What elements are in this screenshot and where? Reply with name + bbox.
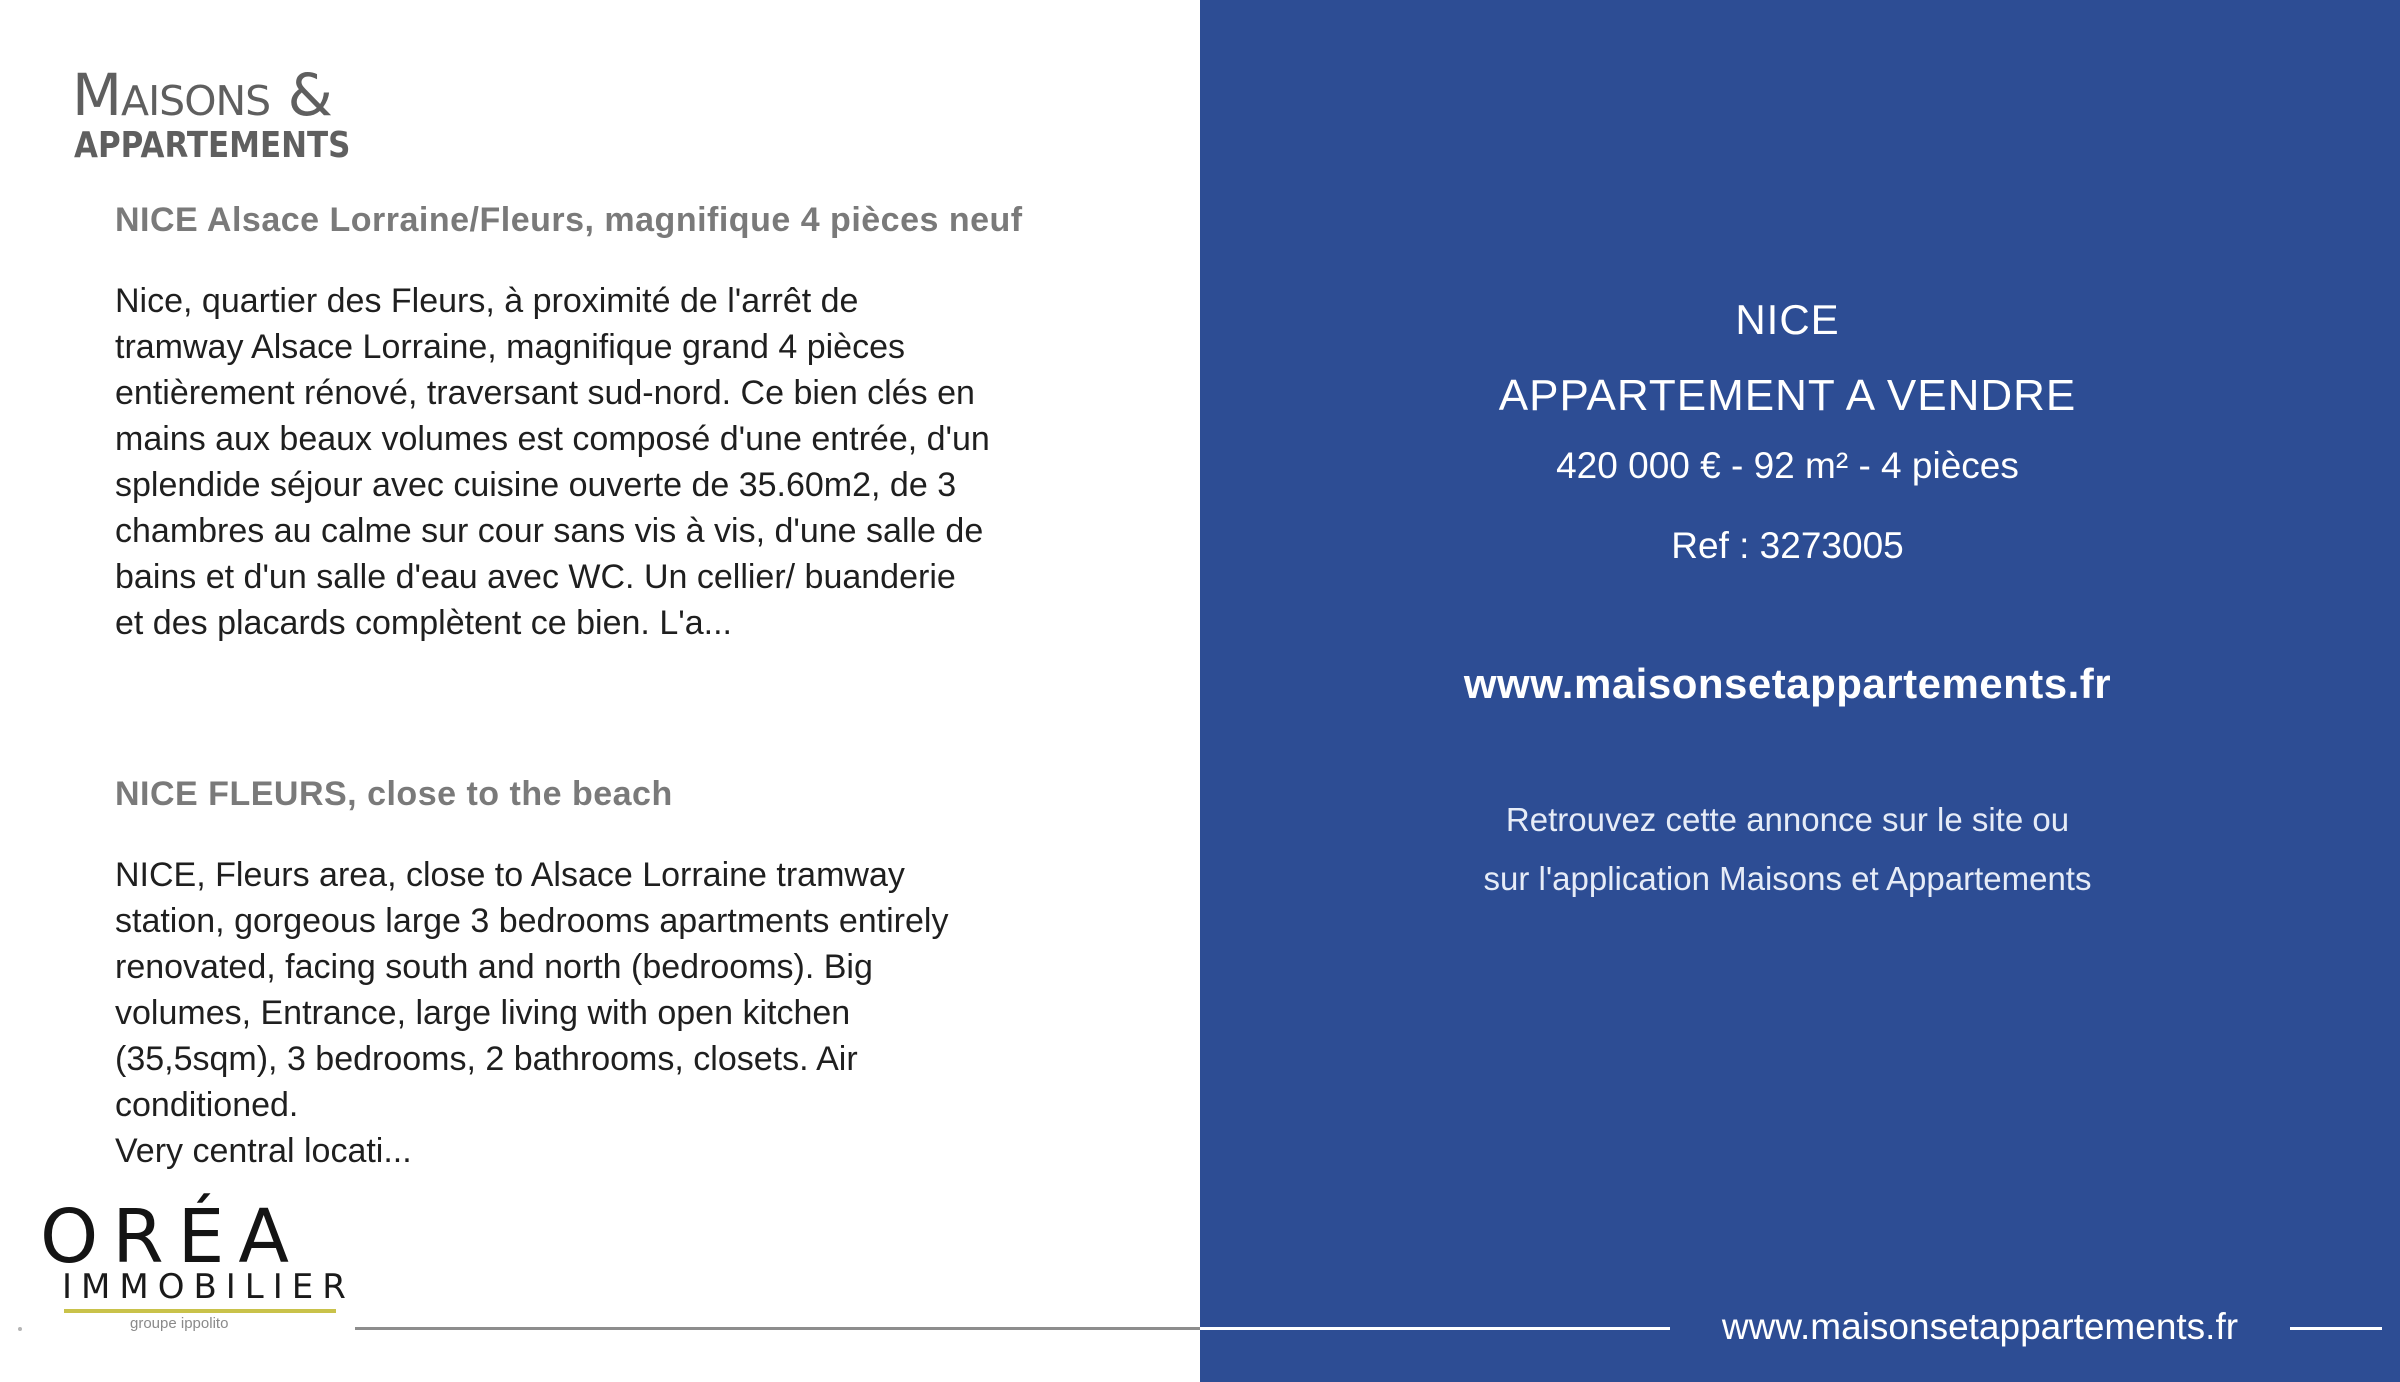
listing-title-fr: NICE Alsace Lorraine/Fleurs, magnifique 4 pièces neuf	[115, 201, 1023, 239]
logo-underline	[64, 1309, 336, 1313]
maisons-appartements-logo	[70, 60, 370, 172]
footer-divider-left	[355, 1327, 1200, 1330]
footer-dot	[18, 1327, 22, 1331]
orea-immobilier-logo	[40, 1194, 355, 1335]
summary-city: NICE	[1735, 296, 1840, 343]
summary-panel	[1200, 0, 2400, 1382]
summary-website-link[interactable]: www.maisonsetappartements.fr	[1463, 660, 2112, 707]
listing-title-en: NICE FLEURS, close to the beach	[115, 775, 673, 813]
logo-line-1: Maisons &	[72, 61, 332, 129]
summary-reference: Ref : 3273005	[1671, 525, 1904, 566]
listing-french	[115, 196, 1075, 646]
listing-description-en: NICE, Fleurs area, close to Alsace Lorraine tramway station, gorgeous large 3 bedrooms apartments entirely renovated, facing south and north (bedrooms). Big volumes, Entrance, large living with open kitchen (35,5sqm), 3 bedrooms, 2 bathrooms, closets. Air conditioned. Very central locati...	[115, 856, 949, 1170]
footer-website-link[interactable]: www.maisonsetappartements.fr	[1721, 1306, 2239, 1347]
footer-divider-right-a	[1200, 1327, 1670, 1330]
listing-english	[115, 770, 1075, 1174]
summary-info-line-1: Retrouvez cette annonce sur le site ou	[1505, 801, 2070, 838]
footer-divider-right-b	[2290, 1327, 2382, 1330]
agency-name: ORÉA	[40, 1194, 304, 1280]
summary-price-line: 420 000 € - 92 m² - 4 pièces	[1556, 445, 2019, 486]
summary-info-line-2: sur l'application Maisons et Appartements	[1483, 860, 2092, 897]
summary-property-type: APPARTEMENT A VENDRE	[1498, 371, 2077, 420]
listing-description-fr: Nice, quartier des Fleurs, à proximité de l'arrêt de tramway Alsace Lorraine, magnifique grand 4 pièces entièrement rénové, traversant sud-nord. Ce bien clés en mains aux beaux volumes est composé d'une entrée, d'un splendide séjour avec cuisine ouverte de 35.60m2, de 3 chambres au calme sur cour sans vis à vis, d'une salle de bains et d'un salle d'eau avec WC. Un cellier/ buanderie et des placards complètent ce bien. L'a...	[115, 282, 990, 642]
logo-line-2: APPARTEMENTS	[74, 125, 351, 166]
agency-group: groupe ippolito	[130, 1315, 229, 1332]
agency-subtitle: IMMOBILIER	[62, 1267, 355, 1307]
